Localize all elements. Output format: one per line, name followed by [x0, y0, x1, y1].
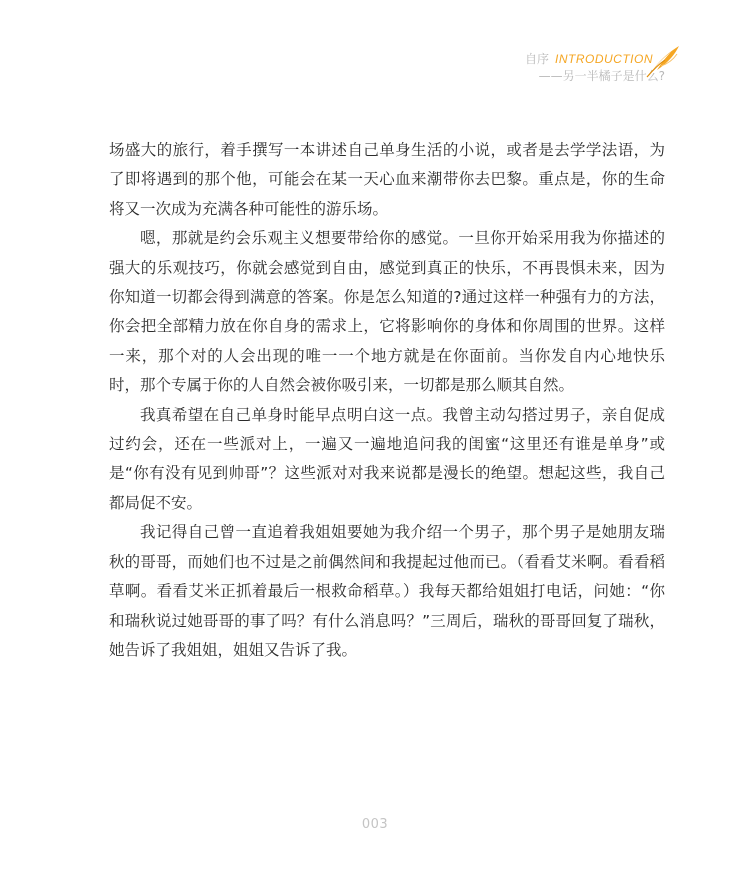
- running-header: [443, 44, 683, 90]
- feather-icon: [643, 44, 683, 78]
- page-number: 003: [361, 817, 389, 832]
- body-text: [109, 136, 665, 665]
- paragraph-1: 场盛大的旅行，着手撰写一本讲述自己单身生活的小说，或者是去学学法语，为了即将遇到的那个他，可能会在某一天心血来潮带你去巴黎。重点是，你的生命将又一次成为充满各种可能性的游乐场。: [109, 141, 665, 218]
- paragraph-2: 嗯，那就是约会乐观主义想要带给你的感觉。一旦你开始采用我为你描述的强大的乐观技巧，你就会感觉到自由，感觉到真正的快乐，不再畏惧未来，因为你知道一切都会得到满意的答案。你是怎么知道的?通过这样一种强有力的方法，你会把全部精力放在你自身的需求上，它将影响你的身体和你周围的世界。这样一来，那个对的人会出现的唯一一个地方就是在你面前。当你发自内心地快乐时，那个专属于你的人自然会被你吸引来，一切都是那么顺其自然。: [109, 229, 665, 395]
- paragraph-4: 我记得自己曾一直追着我姐姐要她为我介绍一个男子，那个男子是她朋友瑞秋的哥哥，而她们也不过是之前偶然间和我提起过他而已。（看看艾米啊。看看稻草啊。看看艾米正抓着最后一根救命稻草。）我每天都给姐姐打电话，问她：“你和瑞秋说过她哥哥的事了吗？有什么消息吗？”三周后，瑞秋的哥哥回复了瑞秋，她告诉了我姐姐，姐姐又告诉了我。: [109, 523, 665, 659]
- paragraph-3: 我真希望在自己单身时能早点明白这一点。我曾主动勾搭过男子，亲自促成过约会，还在一些派对上，一遍又一遍地追问我的闺蜜“这里还有谁是单身”或是“你有没有见到帅哥”？这些派对对我来说都是漫长的绝望。想起这些，我自己都局促不安。: [109, 405, 665, 512]
- header-title-line: [525, 52, 653, 66]
- header-subtitle: ——另一半橘子是什么?: [538, 69, 665, 83]
- header-section-label: 自序: [524, 52, 549, 66]
- header-introduction-label: INTRODUCTION: [555, 52, 653, 66]
